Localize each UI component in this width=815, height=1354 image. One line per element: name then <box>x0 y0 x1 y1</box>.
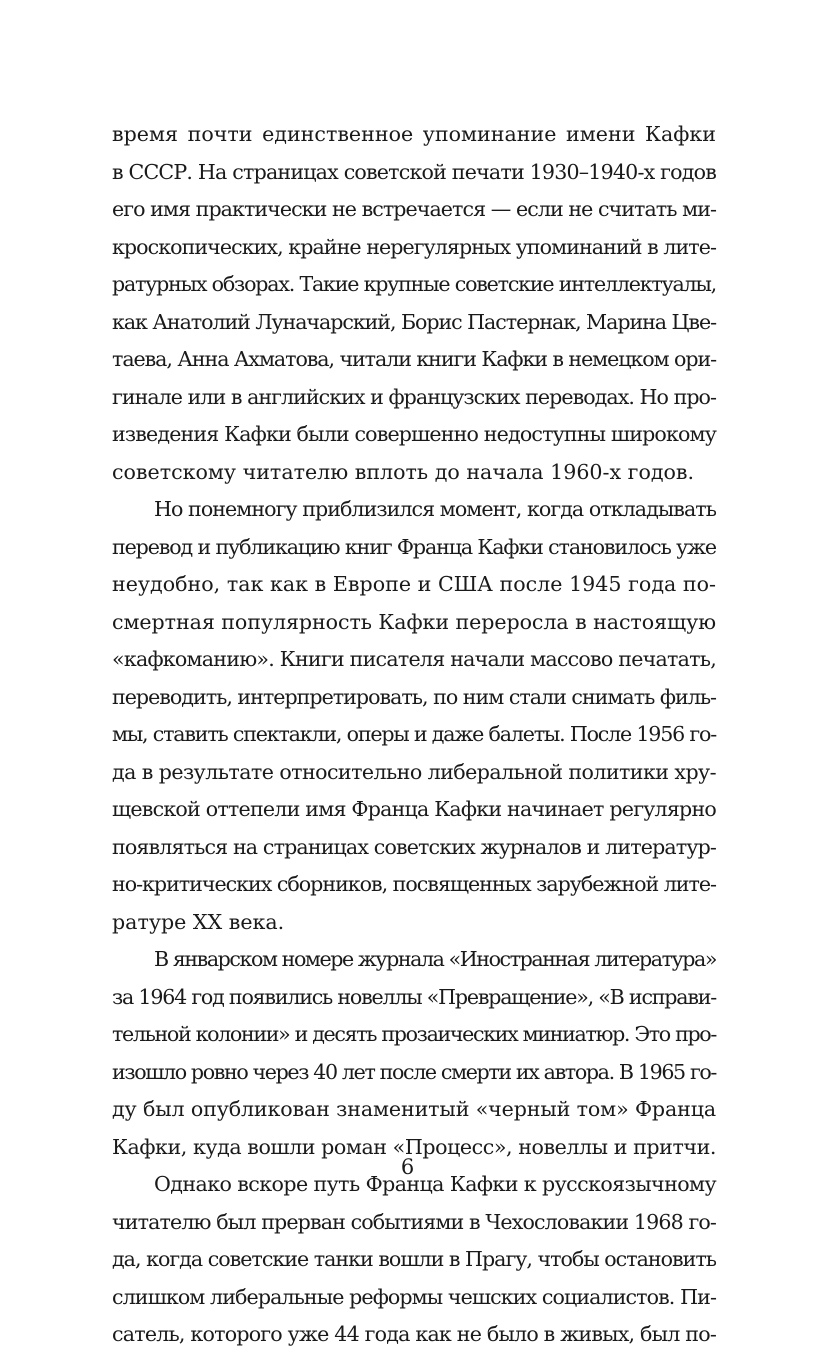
text-line: гинале или в английских и французских переводах. Но про- <box>112 384 716 409</box>
text-line: читателю был прерван событиями в Чехословакии 1968 го- <box>112 1209 716 1234</box>
text-line: в СССР. На страницах советской печати 1930–1940-х годов <box>112 159 716 184</box>
text-line: переводить, интерпретировать, по ним стали снимать филь- <box>112 684 716 709</box>
text-line: да в результате относительно либеральной политики хру- <box>112 759 716 784</box>
text-line: изошло ровно через 40 лет после смерти их автора. В 1965 го- <box>112 1059 716 1084</box>
text-line: щевской оттепели имя Франца Кафки начинает регулярно <box>112 797 716 821</box>
text-line: Однако вскоре путь Франца Кафки к русскоязычному <box>154 1172 716 1196</box>
text-line: «кафкоманию». Книги писателя начали массово печатать, <box>112 647 716 671</box>
text-line: как Анатолий Луначарский, Борис Пастернак, Марина Цве- <box>112 309 716 334</box>
text-line: мы, ставить спектакли, оперы и даже балеты. После 1956 го- <box>112 722 716 746</box>
text-line: перевод и публикацию книг Франца Кафки становилось уже <box>112 534 716 559</box>
text-line: В январском номере журнала «Иностранная литература» <box>154 947 716 971</box>
text-line: советскому читателю вплоть до начала 1960-х годов. <box>112 459 695 484</box>
text-line: слишком либеральные реформы чешских социалистов. Пи- <box>112 1284 716 1309</box>
text-line: неудобно, так как в Европе и США после 1945 года по- <box>112 572 716 596</box>
text-line: но-критических сборников, посвященных зарубежной лите- <box>112 872 716 896</box>
text-line: таева, Анна Ахматова, читали книги Кафки в немецком ори- <box>112 347 716 371</box>
page-number: 6 <box>400 1155 415 1179</box>
text-line: ратурных обзорах. Такие крупные советские интеллектуалы, <box>112 272 716 296</box>
text-line: Но понемногу приблизился момент, когда откладывать <box>154 497 716 521</box>
text-line: смертная популярность Кафки переросла в настоящую <box>112 609 716 634</box>
text-line: время почти единственное упоминание имени Кафки <box>112 122 716 146</box>
text-line: ратуре XX века. <box>112 909 285 934</box>
text-line: да, когда советские танки вошли в Прагу, чтобы остановить <box>112 1247 716 1271</box>
text-line: появляться на страницах советских журналов и литератур- <box>112 834 716 859</box>
text-line: сатель, которого уже 44 года как не было в живых, был по- <box>112 1322 716 1346</box>
text-line: за 1964 год появились новеллы «Превращение», «В исправи- <box>112 984 716 1009</box>
text-line: кроскопических, крайне нерегулярных упоминаний в лите- <box>112 234 716 259</box>
text-line: Кафки, куда вошли роман «Процесс», новеллы и притчи. <box>112 1134 716 1159</box>
text-line: изведения Кафки были совершенно недоступны широкому <box>112 422 716 446</box>
text-line: ду был опубликован знаменитый «черный том» Франца <box>112 1097 716 1121</box>
text-line: тельной колонии» и десять прозаических миниатюр. Это про- <box>112 1022 716 1046</box>
text-line: его имя практически не встречается — если не считать ми- <box>112 197 716 221</box>
